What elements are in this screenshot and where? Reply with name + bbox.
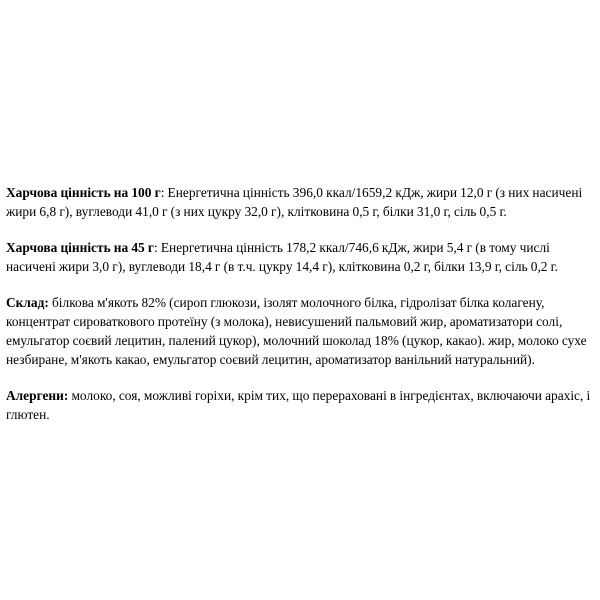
allergens-label: Алергени: (6, 388, 69, 403)
composition (6, 293, 594, 369)
nutrition-per-45g-label: Харчова цінність на 45 г (6, 240, 154, 255)
composition-text: білкова м'якоть 82% (сироп глюкози, ізолят молочного білка, гідролізат білка колагену, концентрат сироваткового протеїну (з молока), невисушений пальмовий жир, ароматизатори солі, емульгатор соєвий лецитин, палений цукор), молочний шоколад 18% (цукор, какао). жир, молоко сухе незбиране, м'якоть какао, емульгатор соєвий лецитин, ароматизатор ванільний натуральний). (6, 295, 587, 367)
nutrition-per-100g-text: : Енергетична цінність 396,0 ккал/1659,2 кДж, жири 12,0 г (з них насичені жири 6,8 г), вуглеводи 41,0 г (з них цукру 32,0 г), клітковина 0,5 г, білки 31,0 г, сіль 0,5 г. (6, 185, 583, 219)
nutrition-per-45g (6, 238, 594, 276)
allergens-text: молоко, соя, можливі горіхи, крім тих, що перераховані в інгредієнтах, включаючи арахіс, і глютен. (6, 388, 591, 422)
nutrition-per-100g-label: Харчова цінність на 100 г (6, 185, 161, 200)
allergens (6, 386, 594, 424)
nutrition-per-45g-text: : Енергетична цінність 178,2 ккал/746,6 кДж, жири 5,4 г (в тому числі насичені жири 3,0 г), вуглеводи 18,4 г (в т.ч. цукру 14,4 г), клітковина 0,2 г, білки 13,9 г, сіль 0,2 г. (6, 240, 558, 274)
nutrition-per-100g (6, 183, 594, 221)
composition-label: Склад: (6, 295, 49, 310)
product-info (6, 183, 594, 441)
